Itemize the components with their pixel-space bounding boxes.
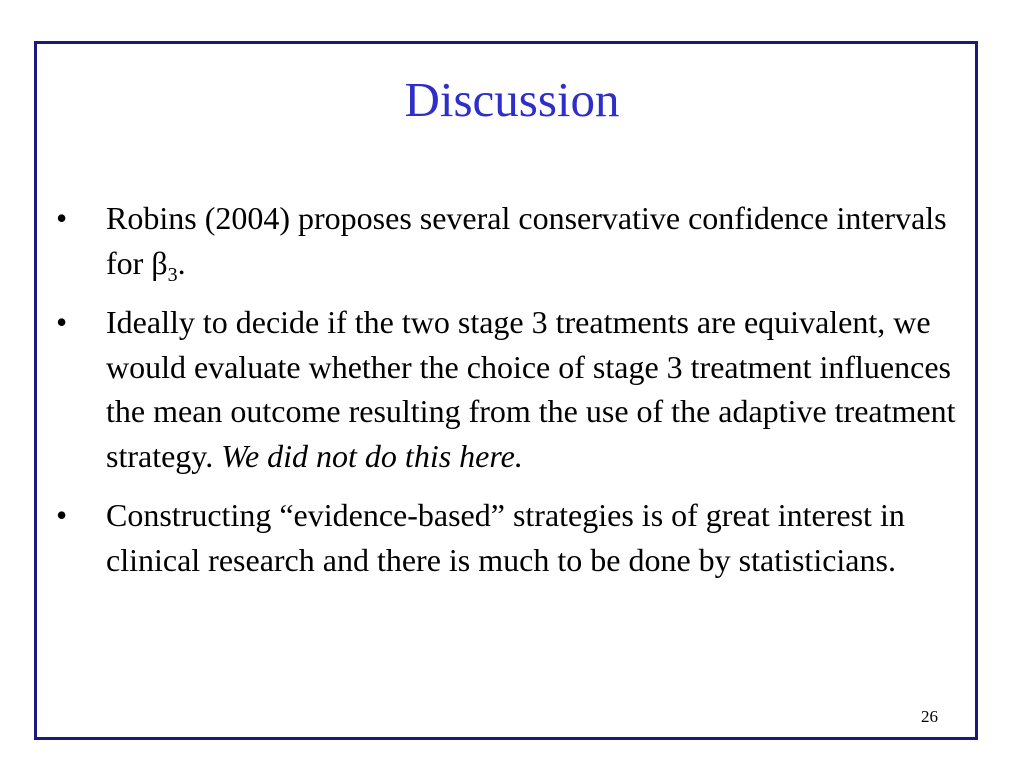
bullet-marker: •: [56, 200, 68, 236]
page-number: 26: [921, 707, 938, 726]
bullet-text-main: Ideally to decide if the two stage 3 treatments are equivalent, we would evaluate whether the choice of stage 3 treatment influences the mean outcome resulting from the use of the adaptive treatment strategy.: [106, 304, 956, 474]
bullet-text: [106, 304, 955, 474]
bullet-text: [106, 200, 947, 286]
italic-note: We did not do this here.: [221, 437, 523, 474]
bullet-text-end: .: [177, 244, 186, 281]
bullet-item-stage-3-treatment: [56, 300, 956, 478]
bullet-item-robins: [56, 196, 956, 285]
bullet-list: [56, 196, 956, 597]
bullet-item-evidence-based: [56, 493, 956, 582]
slide-title: Discussion: [404, 72, 620, 127]
bullet-marker: •: [56, 304, 68, 340]
beta-subscript: 3: [167, 263, 178, 286]
bullet-text-main: Robins (2004) proposes several conservative confidence intervals for β: [106, 200, 947, 281]
bullet-text: Constructing “evidence-based” strategies is of great interest in clinical research and there is much to be done by statisticians.: [106, 497, 905, 578]
bullet-marker: •: [56, 497, 68, 533]
